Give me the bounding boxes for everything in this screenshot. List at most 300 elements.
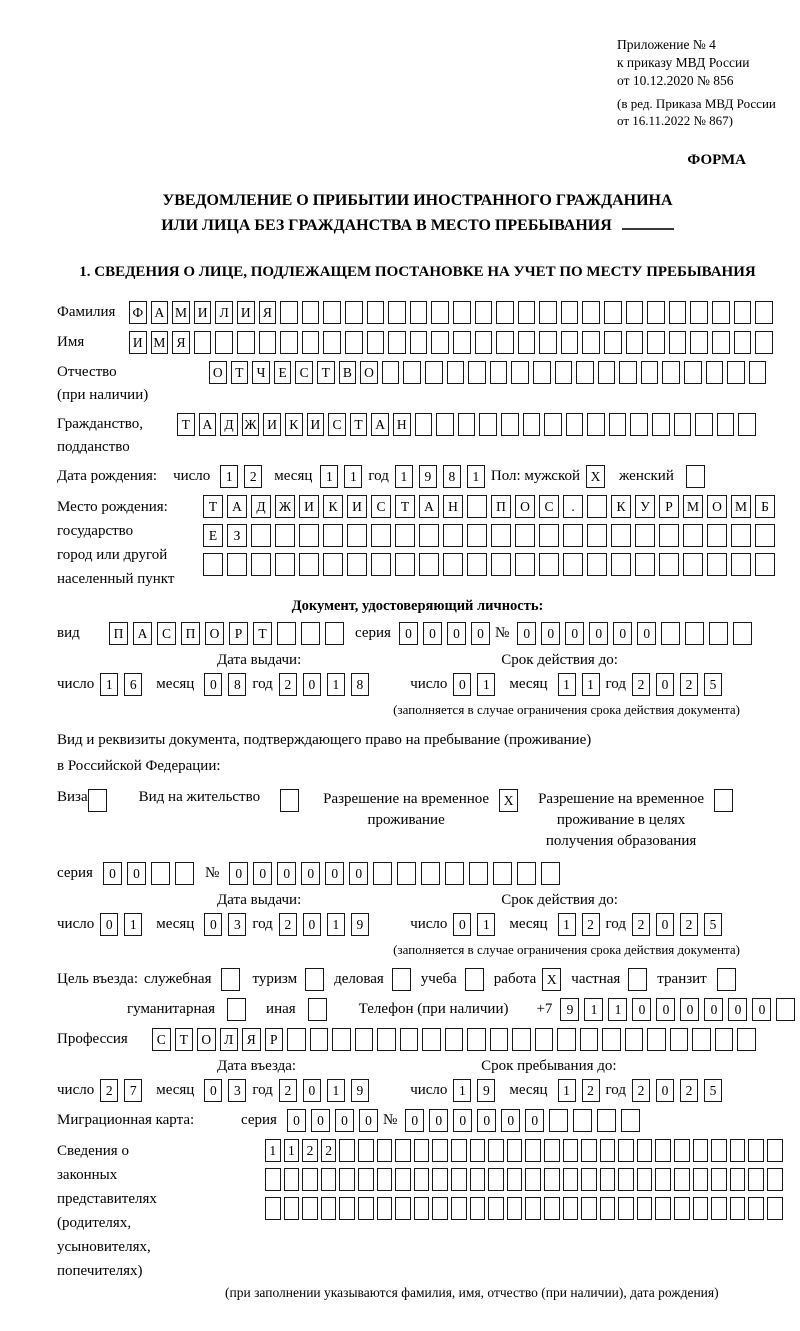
char-box[interactable]: М — [151, 331, 169, 354]
char-box[interactable]: 1 — [584, 998, 603, 1021]
char-box[interactable] — [587, 553, 607, 576]
char-box[interactable]: 1 — [320, 465, 338, 488]
char-box[interactable] — [419, 524, 439, 547]
char-box[interactable]: 2 — [680, 913, 698, 936]
char-box[interactable]: 6 — [124, 673, 142, 696]
char-box[interactable] — [637, 1139, 653, 1162]
char-box[interactable]: 0 — [656, 913, 674, 936]
char-box[interactable]: 0 — [204, 673, 222, 696]
char-box[interactable]: 1 — [453, 1079, 471, 1102]
char-box[interactable]: 1 — [327, 1079, 345, 1102]
char-box[interactable]: 5 — [704, 1079, 722, 1102]
char-box[interactable] — [600, 1139, 616, 1162]
char-box[interactable] — [611, 524, 631, 547]
char-box[interactable] — [422, 1028, 441, 1051]
char-box[interactable] — [436, 413, 454, 436]
char-box[interactable] — [683, 553, 703, 576]
char-box[interactable] — [310, 1028, 329, 1051]
char-box[interactable] — [467, 553, 487, 576]
char-box[interactable]: И — [307, 413, 325, 436]
char-box[interactable]: 0 — [335, 1109, 354, 1132]
char-box[interactable]: Р — [229, 622, 248, 645]
char-box[interactable]: . — [563, 495, 583, 518]
char-box[interactable] — [382, 361, 400, 384]
char-box[interactable]: 1 — [608, 998, 627, 1021]
char-box[interactable] — [347, 524, 367, 547]
char-box[interactable]: 0 — [501, 1109, 520, 1132]
char-box[interactable]: И — [237, 301, 255, 324]
char-box[interactable] — [443, 553, 463, 576]
char-box[interactable] — [488, 1168, 504, 1191]
char-box[interactable] — [491, 524, 511, 547]
char-box[interactable] — [544, 1197, 560, 1220]
char-box[interactable] — [371, 524, 391, 547]
char-box[interactable] — [647, 1028, 666, 1051]
char-box[interactable] — [659, 524, 679, 547]
char-box[interactable] — [641, 361, 659, 384]
char-box[interactable] — [321, 1197, 337, 1220]
char-box[interactable]: 0 — [477, 1109, 496, 1132]
char-box[interactable]: 0 — [453, 673, 471, 696]
char-box[interactable]: 2 — [279, 913, 297, 936]
char-box[interactable] — [275, 524, 295, 547]
char-box[interactable]: П — [491, 495, 511, 518]
char-box[interactable]: 5 — [704, 913, 722, 936]
char-box[interactable] — [284, 1197, 300, 1220]
char-box[interactable]: В — [339, 361, 357, 384]
char-box[interactable] — [539, 524, 559, 547]
char-box[interactable]: 0 — [656, 998, 675, 1021]
char-box[interactable]: 0 — [277, 862, 296, 885]
char-box[interactable] — [323, 553, 343, 576]
char-box[interactable] — [669, 331, 687, 354]
char-box[interactable] — [582, 331, 600, 354]
char-box[interactable]: 2 — [582, 913, 600, 936]
char-box[interactable]: 0 — [704, 998, 723, 1021]
char-box[interactable] — [618, 1139, 634, 1162]
char-box[interactable] — [397, 862, 416, 885]
char-box[interactable] — [277, 622, 296, 645]
char-box[interactable]: Ч — [252, 361, 270, 384]
char-box[interactable]: 0 — [453, 913, 471, 936]
char-box[interactable] — [377, 1197, 393, 1220]
char-box[interactable]: 0 — [103, 862, 122, 885]
char-box[interactable] — [299, 524, 319, 547]
char-box[interactable] — [517, 862, 536, 885]
char-box[interactable]: 0 — [517, 622, 536, 645]
char-box[interactable] — [652, 413, 670, 436]
char-box[interactable] — [280, 331, 298, 354]
char-box[interactable] — [467, 495, 487, 518]
char-box[interactable] — [535, 1028, 554, 1051]
char-box[interactable] — [563, 1197, 579, 1220]
char-box[interactable]: 9 — [351, 913, 369, 936]
char-box[interactable] — [447, 361, 465, 384]
char-box[interactable] — [549, 1109, 568, 1132]
char-box[interactable] — [507, 1168, 523, 1191]
char-box[interactable] — [321, 1168, 337, 1191]
char-box[interactable]: 1 — [265, 1139, 281, 1162]
char-box[interactable] — [674, 1139, 690, 1162]
char-box[interactable] — [734, 301, 752, 324]
char-box[interactable] — [647, 301, 665, 324]
char-box[interactable] — [600, 1197, 616, 1220]
char-box[interactable]: 2 — [279, 673, 297, 696]
char-box[interactable]: 0 — [349, 862, 368, 885]
char-box[interactable] — [674, 413, 692, 436]
char-box[interactable]: Ж — [275, 495, 295, 518]
char-box[interactable] — [501, 413, 519, 436]
char-box[interactable] — [711, 1197, 727, 1220]
char-box[interactable]: 2 — [680, 1079, 698, 1102]
char-box[interactable]: 2 — [279, 1079, 297, 1102]
char-box[interactable] — [323, 331, 341, 354]
char-box[interactable]: 1 — [477, 913, 495, 936]
char-box[interactable] — [525, 1139, 541, 1162]
char-box[interactable] — [215, 331, 233, 354]
char-box[interactable] — [635, 524, 655, 547]
char-box[interactable] — [194, 331, 212, 354]
char-box[interactable]: 1 — [477, 673, 495, 696]
char-box[interactable]: А — [151, 301, 169, 324]
char-box[interactable] — [469, 862, 488, 885]
char-box[interactable]: 9 — [351, 1079, 369, 1102]
char-box[interactable] — [602, 1028, 621, 1051]
char-box[interactable]: С — [295, 361, 313, 384]
char-box[interactable]: 0 — [589, 622, 608, 645]
char-box[interactable] — [637, 1197, 653, 1220]
char-box[interactable]: 0 — [325, 862, 344, 885]
char-box[interactable]: С — [371, 495, 391, 518]
char-box[interactable] — [557, 1028, 576, 1051]
char-box[interactable] — [511, 361, 529, 384]
char-box[interactable]: 0 — [541, 622, 560, 645]
char-box[interactable] — [695, 413, 713, 436]
char-box[interactable] — [421, 862, 440, 885]
char-box[interactable] — [458, 413, 476, 436]
char-box[interactable] — [345, 301, 363, 324]
char-box[interactable]: 9 — [477, 1079, 495, 1102]
char-box[interactable]: 2 — [582, 1079, 600, 1102]
char-box[interactable]: 9 — [560, 998, 579, 1021]
char-box[interactable] — [581, 1139, 597, 1162]
char-box[interactable] — [151, 862, 170, 885]
char-box[interactable]: 2 — [632, 673, 650, 696]
char-box[interactable]: Е — [274, 361, 292, 384]
char-box[interactable] — [647, 331, 665, 354]
char-box[interactable]: А — [227, 495, 247, 518]
char-box[interactable] — [715, 1028, 734, 1051]
char-box[interactable] — [655, 1168, 671, 1191]
char-box[interactable]: 0 — [253, 862, 272, 885]
char-box[interactable]: 1 — [327, 913, 345, 936]
char-box[interactable] — [604, 331, 622, 354]
char-box[interactable]: П — [109, 622, 128, 645]
char-box[interactable] — [597, 1109, 616, 1132]
char-box[interactable]: 1 — [558, 913, 576, 936]
char-box[interactable] — [674, 1197, 690, 1220]
char-box[interactable] — [358, 1139, 374, 1162]
char-box[interactable]: 0 — [204, 1079, 222, 1102]
char-box[interactable]: 1 — [467, 465, 485, 488]
char-box[interactable] — [451, 1168, 467, 1191]
char-box[interactable] — [711, 1139, 727, 1162]
char-box[interactable] — [88, 789, 107, 812]
char-box[interactable]: О — [209, 361, 227, 384]
char-box[interactable]: 3 — [228, 1079, 246, 1102]
char-box[interactable]: 2 — [321, 1139, 337, 1162]
char-box[interactable]: 0 — [471, 622, 490, 645]
char-box[interactable] — [275, 553, 295, 576]
char-box[interactable] — [561, 301, 579, 324]
char-box[interactable] — [465, 968, 484, 991]
char-box[interactable]: Д — [220, 413, 238, 436]
char-box[interactable] — [339, 1139, 355, 1162]
char-box[interactable] — [767, 1168, 783, 1191]
char-box[interactable]: О — [515, 495, 535, 518]
char-box[interactable]: 0 — [405, 1109, 424, 1132]
char-box[interactable]: 2 — [100, 1079, 118, 1102]
char-box[interactable] — [323, 524, 343, 547]
char-box[interactable]: И — [263, 413, 281, 436]
char-box[interactable] — [563, 524, 583, 547]
char-box[interactable] — [618, 1197, 634, 1220]
char-box[interactable] — [626, 331, 644, 354]
char-box[interactable] — [355, 1028, 374, 1051]
char-box[interactable]: Я — [242, 1028, 261, 1051]
char-box[interactable] — [507, 1139, 523, 1162]
char-box[interactable] — [714, 789, 733, 812]
char-box[interactable] — [525, 1197, 541, 1220]
char-box[interactable]: М — [172, 301, 190, 324]
char-box[interactable]: А — [199, 413, 217, 436]
char-box[interactable] — [712, 301, 730, 324]
char-box[interactable] — [566, 413, 584, 436]
char-box[interactable] — [395, 524, 415, 547]
char-box[interactable]: Т — [177, 413, 195, 436]
char-box[interactable] — [690, 331, 708, 354]
char-box[interactable] — [539, 301, 557, 324]
char-box[interactable] — [730, 1139, 746, 1162]
char-box[interactable] — [717, 413, 735, 436]
char-box[interactable] — [767, 1139, 783, 1162]
char-box[interactable] — [323, 301, 341, 324]
char-box[interactable]: 1 — [124, 913, 142, 936]
char-box[interactable] — [518, 331, 536, 354]
char-box[interactable] — [706, 361, 724, 384]
char-box[interactable] — [737, 1028, 756, 1051]
char-box[interactable] — [727, 361, 745, 384]
char-box[interactable] — [395, 1168, 411, 1191]
char-box[interactable]: 0 — [728, 998, 747, 1021]
char-box[interactable]: 0 — [656, 1079, 674, 1102]
char-box[interactable] — [475, 301, 493, 324]
char-box[interactable]: К — [611, 495, 631, 518]
char-box[interactable] — [625, 1028, 644, 1051]
char-box[interactable]: 0 — [656, 673, 674, 696]
char-box[interactable]: 0 — [311, 1109, 330, 1132]
char-box[interactable] — [661, 622, 680, 645]
char-box[interactable] — [630, 413, 648, 436]
char-box[interactable] — [467, 524, 487, 547]
char-box[interactable] — [707, 553, 727, 576]
char-box[interactable]: А — [371, 413, 389, 436]
char-box[interactable] — [541, 862, 560, 885]
char-box[interactable] — [619, 361, 637, 384]
char-box[interactable]: Н — [443, 495, 463, 518]
char-box[interactable] — [475, 331, 493, 354]
char-box[interactable] — [287, 1028, 306, 1051]
char-box[interactable] — [690, 301, 708, 324]
char-box[interactable]: О — [360, 361, 378, 384]
char-box[interactable]: 0 — [453, 1109, 472, 1132]
char-box[interactable] — [493, 862, 512, 885]
char-box[interactable] — [693, 1139, 709, 1162]
char-box[interactable] — [628, 968, 647, 991]
char-box[interactable]: 0 — [229, 862, 248, 885]
char-box[interactable] — [544, 1139, 560, 1162]
char-box[interactable]: О — [205, 622, 224, 645]
char-box[interactable] — [525, 1168, 541, 1191]
char-box[interactable] — [730, 1197, 746, 1220]
char-box[interactable]: Т — [317, 361, 335, 384]
char-box[interactable] — [467, 1028, 486, 1051]
char-box[interactable] — [280, 789, 299, 812]
char-box[interactable] — [561, 331, 579, 354]
char-box[interactable] — [358, 1197, 374, 1220]
char-box[interactable] — [414, 1139, 430, 1162]
char-box[interactable]: 0 — [632, 998, 651, 1021]
char-box[interactable] — [453, 331, 471, 354]
char-box[interactable]: С — [152, 1028, 171, 1051]
char-box[interactable]: 8 — [443, 465, 461, 488]
char-box[interactable]: X — [542, 968, 561, 991]
char-box[interactable]: Е — [203, 524, 223, 547]
char-box[interactable] — [738, 413, 756, 436]
char-box[interactable] — [587, 495, 607, 518]
char-box[interactable] — [512, 1028, 531, 1051]
char-box[interactable]: 3 — [228, 913, 246, 936]
char-box[interactable] — [490, 361, 508, 384]
char-box[interactable] — [299, 553, 319, 576]
char-box[interactable]: К — [285, 413, 303, 436]
char-box[interactable] — [496, 301, 514, 324]
char-box[interactable] — [470, 1197, 486, 1220]
char-box[interactable] — [539, 331, 557, 354]
char-box[interactable] — [712, 331, 730, 354]
char-box[interactable] — [377, 1168, 393, 1191]
char-box[interactable] — [600, 1168, 616, 1191]
char-box[interactable]: Р — [659, 495, 679, 518]
char-box[interactable]: Я — [172, 331, 190, 354]
char-box[interactable] — [587, 524, 607, 547]
char-box[interactable]: 0 — [752, 998, 771, 1021]
char-box[interactable] — [432, 1139, 448, 1162]
char-box[interactable] — [302, 301, 320, 324]
char-box[interactable]: 0 — [565, 622, 584, 645]
char-box[interactable] — [339, 1168, 355, 1191]
char-box[interactable] — [227, 553, 247, 576]
char-box[interactable]: 1 — [558, 673, 576, 696]
char-box[interactable] — [470, 1139, 486, 1162]
char-box[interactable] — [414, 1168, 430, 1191]
char-box[interactable]: С — [157, 622, 176, 645]
char-box[interactable] — [587, 413, 605, 436]
char-box[interactable] — [563, 1139, 579, 1162]
char-box[interactable]: 2 — [632, 913, 650, 936]
char-box[interactable] — [451, 1197, 467, 1220]
char-box[interactable]: Д — [251, 495, 271, 518]
char-box[interactable] — [734, 331, 752, 354]
char-box[interactable]: 0 — [287, 1109, 306, 1132]
char-box[interactable] — [544, 1168, 560, 1191]
char-box[interactable] — [221, 968, 240, 991]
char-box[interactable] — [755, 524, 775, 547]
char-box[interactable] — [717, 968, 736, 991]
char-box[interactable] — [776, 998, 795, 1021]
char-box[interactable] — [731, 524, 751, 547]
char-box[interactable] — [655, 1139, 671, 1162]
char-box[interactable] — [203, 553, 223, 576]
char-box[interactable] — [580, 1028, 599, 1051]
char-box[interactable] — [400, 1028, 419, 1051]
char-box[interactable] — [265, 1197, 281, 1220]
char-box[interactable]: 0 — [525, 1109, 544, 1132]
char-box[interactable] — [227, 998, 246, 1021]
char-box[interactable] — [576, 361, 594, 384]
char-box[interactable]: И — [347, 495, 367, 518]
char-box[interactable] — [533, 361, 551, 384]
char-box[interactable]: 0 — [127, 862, 146, 885]
char-box[interactable] — [755, 553, 775, 576]
char-box[interactable] — [544, 413, 562, 436]
char-box[interactable] — [301, 622, 320, 645]
char-box[interactable]: 0 — [423, 622, 442, 645]
char-box[interactable]: И — [194, 301, 212, 324]
char-box[interactable] — [707, 524, 727, 547]
char-box[interactable] — [468, 361, 486, 384]
char-box[interactable]: С — [539, 495, 559, 518]
char-box[interactable]: 1 — [558, 1079, 576, 1102]
char-box[interactable] — [581, 1168, 597, 1191]
char-box[interactable] — [332, 1028, 351, 1051]
char-box[interactable]: 2 — [302, 1139, 318, 1162]
char-box[interactable] — [395, 1139, 411, 1162]
char-box[interactable] — [748, 1168, 764, 1191]
char-box[interactable] — [748, 1139, 764, 1162]
char-box[interactable] — [453, 301, 471, 324]
char-box[interactable]: 0 — [613, 622, 632, 645]
char-box[interactable]: 5 — [704, 673, 722, 696]
char-box[interactable] — [325, 622, 344, 645]
char-box[interactable] — [284, 1168, 300, 1191]
char-box[interactable] — [755, 331, 773, 354]
char-box[interactable] — [308, 998, 327, 1021]
char-box[interactable] — [573, 1109, 592, 1132]
char-box[interactable] — [251, 524, 271, 547]
char-box[interactable] — [555, 361, 573, 384]
char-box[interactable] — [302, 1197, 318, 1220]
char-box[interactable] — [175, 862, 194, 885]
char-box[interactable]: 0 — [301, 862, 320, 885]
char-box[interactable] — [693, 1197, 709, 1220]
char-box[interactable] — [470, 1168, 486, 1191]
char-box[interactable] — [367, 301, 385, 324]
char-box[interactable] — [733, 622, 752, 645]
char-box[interactable]: А — [419, 495, 439, 518]
char-box[interactable] — [305, 968, 324, 991]
char-box[interactable] — [237, 331, 255, 354]
